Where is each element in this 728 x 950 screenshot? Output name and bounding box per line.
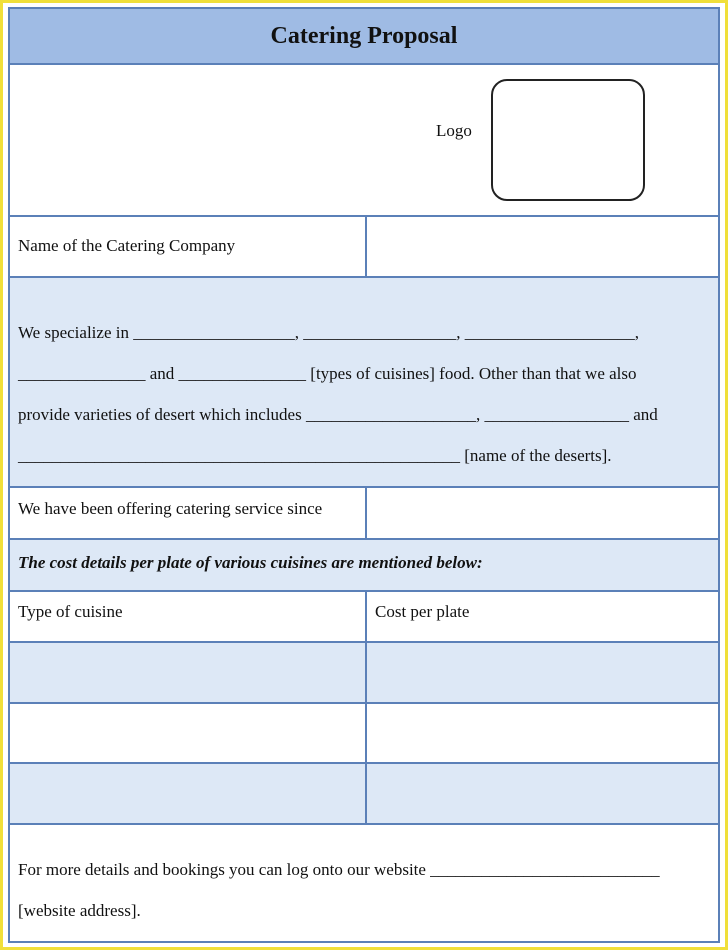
- cost-cell[interactable]: [367, 643, 718, 702]
- table-row: [10, 704, 718, 764]
- service-since-field[interactable]: [367, 488, 718, 538]
- table-row: [10, 643, 718, 704]
- column-header-cost: Cost per plate: [375, 602, 470, 621]
- company-name-row: [10, 217, 718, 278]
- proposal-form: [8, 7, 720, 943]
- form-title: Catering Proposal: [10, 9, 718, 65]
- column-header-cuisine: Type of cuisine: [18, 602, 123, 621]
- company-name-field[interactable]: [367, 217, 718, 276]
- specialize-line-3: provide varieties of desert which includes ____________________, _________________ and: [18, 405, 658, 424]
- logo-label: Logo: [436, 121, 472, 140]
- cuisine-cell[interactable]: [10, 764, 366, 823]
- company-name-label: Name of the Catering Company: [18, 236, 236, 255]
- footer-line-2: [website address].: [18, 901, 141, 920]
- service-since-label: We have been offering catering service since: [18, 499, 323, 518]
- specialize-line-4: ____________________________________________________ [name of the deserts].: [18, 446, 612, 465]
- specialize-section: [10, 278, 718, 488]
- cost-intro-text: The cost details per plate of various cuisines are mentioned below:: [18, 553, 483, 572]
- cost-cell[interactable]: [367, 764, 718, 823]
- logo-placeholder[interactable]: [491, 79, 645, 201]
- footer-section: [10, 825, 718, 941]
- service-since-row: [10, 488, 718, 540]
- cost-cell[interactable]: [367, 704, 718, 762]
- table-row: [10, 764, 718, 825]
- table-header-row: [10, 592, 718, 643]
- cost-intro-row: [10, 540, 718, 592]
- footer-line-1: For more details and bookings you can log onto our website ___________________________: [18, 860, 660, 879]
- specialize-line-1: We specialize in ___________________, __________________, ____________________,: [18, 323, 639, 342]
- specialize-line-2: _______________ and _______________ [types of cuisines] food. Other than that we also: [18, 364, 637, 383]
- logo-section: [10, 65, 718, 217]
- cuisine-cell[interactable]: [10, 704, 366, 762]
- cuisine-cell[interactable]: [10, 643, 366, 702]
